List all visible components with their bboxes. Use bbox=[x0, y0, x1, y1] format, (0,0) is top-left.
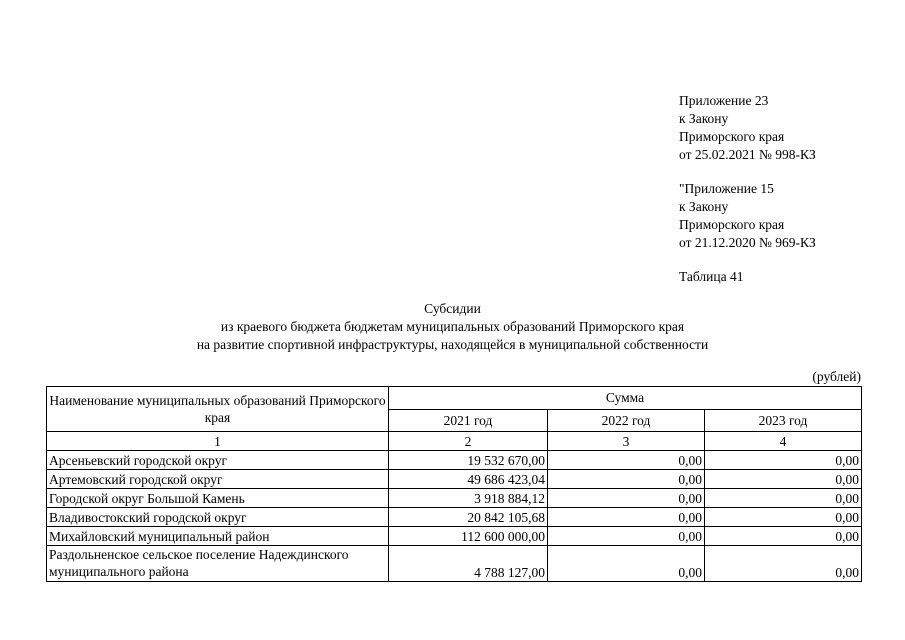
column-number-cell: 4 bbox=[705, 432, 862, 451]
amount-2021-cell: 3 918 884,12 bbox=[389, 489, 548, 508]
table-row bbox=[47, 470, 862, 489]
municipality-name-cell: Владивостокский городской округ bbox=[47, 508, 389, 527]
spacer bbox=[679, 164, 816, 180]
prev-appendix-line: Приморского края bbox=[679, 217, 785, 232]
amount-2021-cell: 19 532 670,00 bbox=[389, 451, 548, 470]
municipality-name-cell: Арсеньевский городской округ bbox=[47, 451, 389, 470]
appendix-line: Приморского края bbox=[679, 129, 785, 144]
municipality-name-cell: Артемовский городской округ bbox=[47, 470, 389, 489]
header-sum-cell: Сумма bbox=[389, 387, 862, 410]
table-row bbox=[47, 489, 862, 508]
table-row bbox=[47, 451, 862, 470]
appendix-line: Приложение 23 bbox=[679, 93, 769, 108]
appendix-line: от 25.02.2021 № 998-КЗ bbox=[679, 147, 816, 162]
title-line: из краевого бюджета бюджетам муниципальных образований Приморского края bbox=[220, 319, 685, 334]
amount-2022-cell: 0,00 bbox=[548, 489, 705, 508]
amount-2023-cell: 0,00 bbox=[705, 489, 862, 508]
municipality-name-cell: Раздольненское сельское поселение Надеждинского муниципального района bbox=[47, 546, 389, 582]
amount-2022-cell: 0,00 bbox=[548, 470, 705, 489]
title-line: на развитие спортивной инфраструктуры, находящейся в муниципальной собственности bbox=[196, 337, 709, 352]
appendix-line: к Закону bbox=[679, 111, 729, 126]
column-number-cell: 1 bbox=[47, 432, 389, 451]
amount-2023-cell: 0,00 bbox=[705, 470, 862, 489]
amount-2022-cell: 0,00 bbox=[548, 527, 705, 546]
spacer bbox=[679, 252, 816, 268]
amount-2023-cell: 0,00 bbox=[705, 451, 862, 470]
header-year-cell: 2023 год bbox=[705, 409, 862, 432]
municipality-name-cell: Михайловский муниципальный район bbox=[47, 527, 389, 546]
header-year-cell: 2021 год bbox=[389, 409, 548, 432]
header-row bbox=[47, 387, 862, 410]
prev-appendix-line: к Закону bbox=[679, 199, 729, 214]
column-number-cell: 3 bbox=[548, 432, 705, 451]
table-reference: Таблица 41 bbox=[679, 269, 744, 284]
table-row bbox=[47, 508, 862, 527]
table-row bbox=[47, 546, 862, 582]
amount-2022-cell: 0,00 bbox=[548, 546, 705, 582]
header-year-cell: 2022 год bbox=[548, 409, 705, 432]
document-title bbox=[0, 300, 905, 354]
amount-2021-cell: 49 686 423,04 bbox=[389, 470, 548, 489]
amount-2021-cell: 112 600 000,00 bbox=[389, 527, 548, 546]
amount-2021-cell: 4 788 127,00 bbox=[389, 546, 548, 582]
amount-2023-cell: 0,00 bbox=[705, 527, 862, 546]
table-row bbox=[47, 527, 862, 546]
amount-2023-cell: 0,00 bbox=[705, 546, 862, 582]
amount-2022-cell: 0,00 bbox=[548, 451, 705, 470]
municipality-name-cell: Городской округ Большой Камень bbox=[47, 489, 389, 508]
column-number-cell: 2 bbox=[389, 432, 548, 451]
units-label: (рублей) bbox=[812, 369, 861, 384]
title-line: Субсидии bbox=[424, 301, 481, 316]
amount-2022-cell: 0,00 bbox=[548, 508, 705, 527]
column-number-row bbox=[47, 432, 862, 451]
appendix-block bbox=[679, 92, 816, 286]
prev-appendix-line: "Приложение 15 bbox=[679, 181, 774, 196]
subsidies-table bbox=[46, 386, 862, 582]
prev-appendix-line: от 21.12.2020 № 969-КЗ bbox=[679, 235, 816, 250]
amount-2021-cell: 20 842 105,68 bbox=[389, 508, 548, 527]
amount-2023-cell: 0,00 bbox=[705, 508, 862, 527]
header-name-cell: Наименование муниципальных образований Приморского края bbox=[47, 387, 389, 432]
